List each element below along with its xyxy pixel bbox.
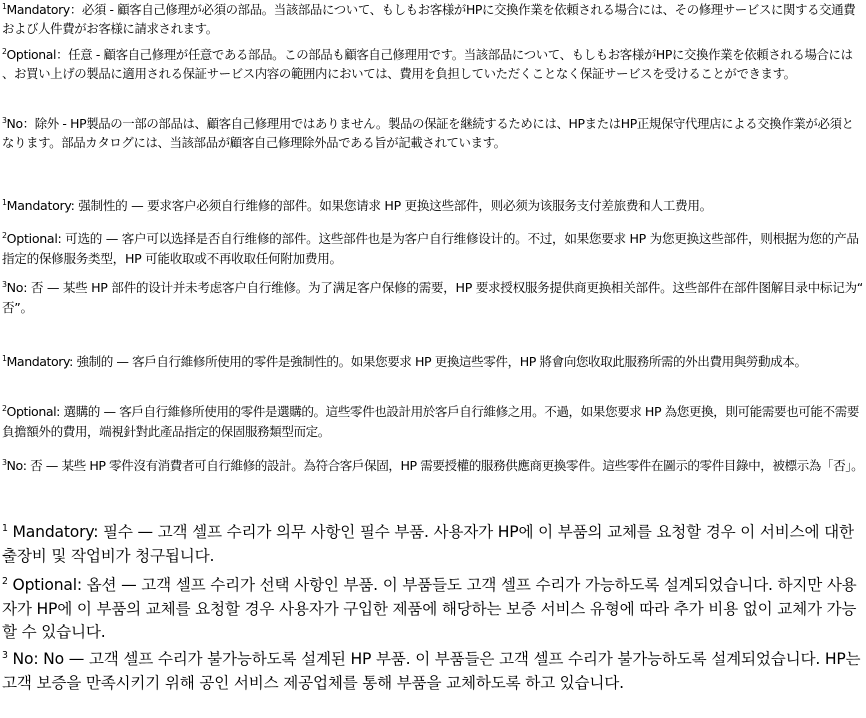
- footnote-number: 2: [2, 230, 7, 240]
- footnote-text: Optional：任意 - 顧客自己修理が任意である部品。この部品も顧客自己修理用です。当該部品について、もしもお客様がHPに交換作業を依頼される場合には、お買い上げの製品に適用される保証サービス内容の範囲内においては、費用を負担していただくことなく保証サービスを受けることができます。: [2, 47, 853, 81]
- footnote-text: Optional: 옵션 — 고객 셀프 수리가 선택 사항인 부품. 이 부품들도 고객 셀프 수리가 가능하도록 설계되었습니다. 하지만 사용자가 HP에 이 부품의 교체를 요청할 경우 사용자가 구입한 제품에 해당하는 보증 서비스 유형에 따라 추가 비용 없이 교체가 가능할 수 있습니다.: [2, 576, 857, 641]
- footnote-mandatory-zh: [2, 196, 864, 216]
- footnote-number: 1: [2, 197, 7, 207]
- footnote-text: No: 否 — 某些 HP 零件沒有消費者可自行維修的設計。為符合客戶保固，HP 需要授權的服務供應商更換零件。這些零件在圖示的零件目錄中，被標示為「否」。: [6, 458, 864, 473]
- footnote-no-zh: [2, 278, 864, 317]
- footnote-number: 2: [2, 575, 8, 587]
- footnote-optional-ja: [2, 45, 864, 83]
- footnote-text: Mandatory: 필수 — 고객 셀프 수리가 의무 사항인 필수 부품. 사용자가 HP에 이 부품의 교체를 요청할 경우 이 서비스에 대한 출장비 및 작업비가 청구됩니다.: [2, 523, 854, 565]
- footnote-text: Optional: 可选的 — 客户可以选择是否自行维修的部件。这些部件也是为客户自行维修设计的。不过，如果您要求 HP 为您更换这些部件，则根据为您的产品指定的保修服务类型，HP 可能收取或不再收取任何附加费用。: [2, 231, 859, 266]
- footnote-number: 3: [2, 457, 7, 467]
- footnote-text: Mandatory：必須 - 顧客自己修理が必須の部品。当該部品について、もしもお客様がHPに交換作業を依頼される場合には、その修理サービスに関する交通費および人件費がお客様に請求されます。: [2, 2, 856, 36]
- footnote-text: No: No — 고객 셀프 수리가 불가능하도록 설계된 HP 부품. 이 부품들은 고객 셀프 수리가 불가능하도록 설계되었습니다. HP는 고객 보증을 만족시키기 위해 공인 서비스 제공업체를 통해 부품을 교체하도록 하고 있습니다.: [2, 650, 861, 692]
- footnote-number: 2: [2, 403, 7, 413]
- footnote-number: 3: [2, 279, 7, 289]
- footnote-number: 3: [2, 115, 7, 125]
- footnote-number: 1: [2, 522, 8, 534]
- footnote-text: Optional: 選購的 — 客戶自行維修所使用的零件是選購的。這些零件也設計用於客戶自行維修之用。不過，如果您要求 HP 為您更換，則可能需要也可能不需要負擔額外的費用，端視針對此產品指定的保固服務類型而定。: [2, 404, 859, 439]
- footnote-number: 2: [2, 46, 7, 56]
- footnote-mandatory-tw: [2, 352, 864, 372]
- footnote-mandatory-ko: [2, 521, 864, 568]
- footnote-optional-tw: [2, 402, 864, 442]
- footnote-no-ko: [2, 648, 864, 695]
- footnote-number: 3: [2, 649, 8, 661]
- footnote-number: 1: [2, 1, 7, 11]
- footnote-optional-zh: [2, 229, 864, 268]
- footnote-mandatory-ja: [2, 0, 864, 38]
- footnote-number: 1: [2, 353, 7, 363]
- footnote-no-ja: [2, 114, 864, 152]
- footnote-text: No：除外 - HP製品の一部の部品は、顧客自己修理用ではありません。製品の保証を継続するためには、HPまたはHP正規保守代理店による交換作業が必須となります。部品カタログには、当該部品が顧客自己修理除外品である旨が記載されています。: [2, 116, 854, 150]
- footnote-text: Mandatory: 强制性的 — 要求客户必须自行维修的部件。如果您请求 HP 更换这些部件，则必须为该服务支付差旅费和人工费用。: [6, 198, 712, 213]
- footnote-no-tw: [2, 456, 864, 476]
- footnote-text: No: 否 — 某些 HP 部件的设计并未考虑客户自行维修。为了满足客户保修的需要，HP 要求授权服务提供商更换相关部件。这些部件在部件图解目录中标记为“否”。: [2, 280, 864, 315]
- footnote-text: Mandatory: 強制的 — 客戶自行維修所使用的零件是強制性的。如果您要求 HP 更換這些零件，HP 將會向您收取此服務所需的外出費用與勞動成本。: [6, 354, 807, 369]
- footnote-optional-ko: [2, 574, 864, 645]
